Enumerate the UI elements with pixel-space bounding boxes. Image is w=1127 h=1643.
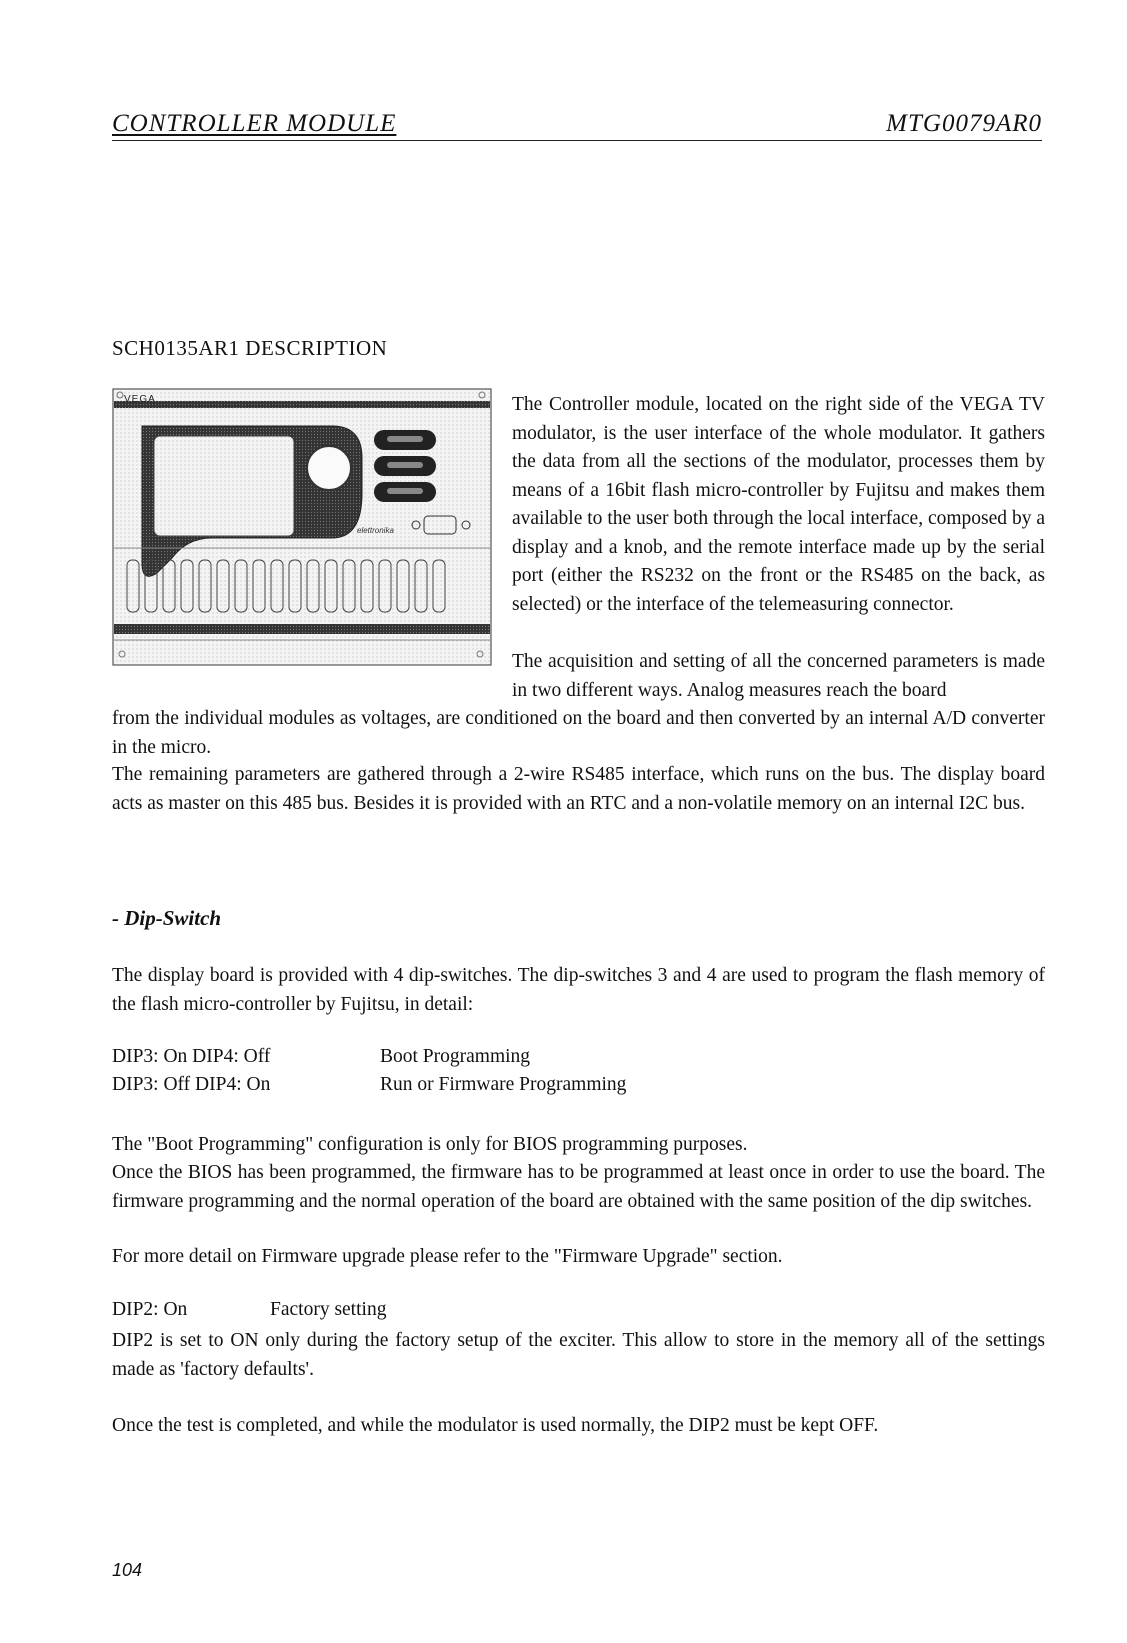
paragraph-closing: Once the test is completed, and while the modulator is used normally, the DIP2 must be kept OFF.	[112, 1415, 879, 1436]
page-header	[112, 106, 1042, 141]
paragraph-intro: The Controller module, located on the right side of the VEGA TV modulator, is the user interface of the whole modulator. It gathers the data from all the sections of the modulator, processes them by means of a 16bit flash micro-controller by Fujitsu and makes them available to the user both through the local interface, composed by a display and a knob, and the remote interface made up by the serial port (either the RS232 on the front or the RS485 on the back, as selected) or the interface of the telemeasuring connector.	[512, 394, 1045, 615]
dip-setting: DIP3: On DIP4: Off	[112, 1046, 271, 1067]
paragraph-acquisition: The acquisition and setting of all the concerned parameters is made in two different ways. Analog measures reach the board	[512, 651, 1045, 701]
dip2-setting: DIP2: On	[112, 1299, 188, 1320]
dip-switch-title: - Dip-Switch	[112, 906, 222, 930]
header-code: MTG0079AR0	[886, 110, 1042, 137]
page-number: 104	[112, 1560, 143, 1580]
paragraph-rs485: The remaining parameters are gathered through a 2-wire RS485 interface, which runs on the bus. The display board acts as master on this 485 bus. Besides it is provided with an RTC and a non-volatile memory on an internal I2C bus.	[112, 764, 1045, 814]
paragraph-boot-note: The "Boot Programming" configuration is only for BIOS programming purposes.	[112, 1134, 748, 1155]
controller-module-figure	[112, 388, 492, 666]
dip2-mode: Factory setting	[270, 1299, 387, 1320]
paragraph-bios-note: Once the BIOS has been programmed, the firmware has to be programmed at least once in order to use the board. The firmware programming and the normal operation of the board are obtained with the same position of the dip switches.	[112, 1162, 1045, 1212]
dip-mode: Run or Firmware Programming	[380, 1074, 627, 1095]
paragraph-dip2: DIP2 is set to ON only during the factory setup of the exciter. This allow to store in the memory all of the settings made as 'factory defaults'.	[112, 1330, 1045, 1380]
paragraph-dip-intro: The display board is provided with 4 dip-switches. The dip-switches 3 and 4 are used to program the flash memory of the flash micro-controller by Fujitsu, in detail:	[112, 965, 1045, 1015]
header-title: CONTROLLER MODULE	[112, 110, 397, 137]
brand-logo: elettronika	[357, 526, 394, 535]
paragraph-firmware-ref: For more detail on Firmware upgrade please refer to the "Firmware Upgrade" section.	[112, 1246, 783, 1267]
panel-logo: VEGA	[124, 394, 156, 405]
controller-panel-drawing	[112, 388, 492, 666]
paragraph-analog: from the individual modules as voltages, are conditioned on the board and then converted by an internal A/D converter in the micro.	[112, 708, 1045, 758]
section-title: SCH0135AR1 DESCRIPTION	[112, 336, 388, 360]
dip-mode: Boot Programming	[380, 1046, 531, 1067]
dip-setting: DIP3: Off DIP4: On	[112, 1074, 271, 1095]
